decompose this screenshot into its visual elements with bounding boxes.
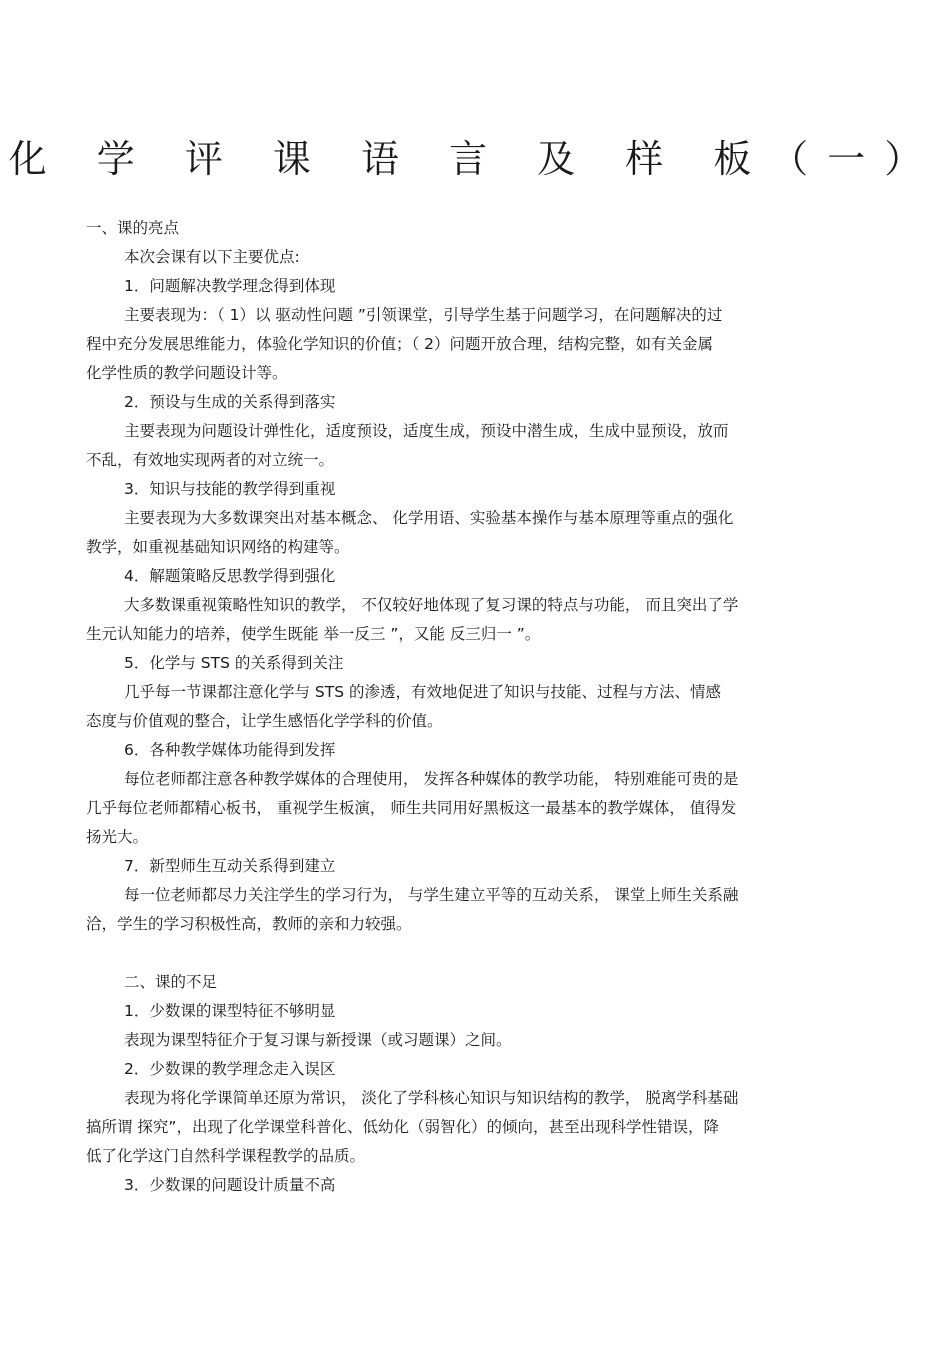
paragraph-line: 主要表现为大多数课突出对基本概念、 化学用语、实验基本操作与基本原理等重点的强化 (124, 509, 734, 527)
paragraph-line: 化学性质的教学问题设计等。 (86, 364, 288, 382)
paragraph-line: 态度与价值观的整合，让学生感悟化学学科的价值。 (86, 712, 443, 730)
item-heading: 2．预设与生成的关系得到落实 (124, 393, 336, 411)
item-heading: 1．少数课的课型特征不够明显 (124, 1002, 336, 1020)
section-heading: 一、课的亮点 (86, 219, 180, 237)
paragraph-line: 本次会课有以下主要优点: (124, 248, 300, 266)
item-heading: 6．各种教学媒体功能得到发挥 (124, 741, 336, 759)
item-heading: 2．少数课的教学理念走入误区 (124, 1060, 336, 1078)
paragraph-line: 几乎每一节课都注意化学与 STS 的渗透，有效地促进了知识与技能、过程与方法、情感 (124, 683, 722, 701)
paragraph-line: 扬光大。 (86, 828, 149, 846)
paragraph-line: 搞所谓 探究”，出现了化学课堂科普化、低幼化（弱智化）的倾向，甚至出现科学性错误，降 (86, 1118, 719, 1136)
paragraph-line: 大多数课重视策略性知识的教学， 不仅较好地体现了复习课的特点与功能， 而且突出了学 (124, 596, 739, 614)
paragraph-line: 主要表现为：（ 1）以 驱动性问题 ”引领课堂，引导学生基于问题学习，在问题解决的过 (124, 306, 723, 324)
section-heading: 二、课的不足 (124, 973, 218, 991)
paragraph-line: 几乎每位老师都精心板书， 重视学生板演， 师生共同用好黑板这一最基本的教学媒体， 值得发 (86, 799, 737, 817)
document-title: 化 学 评 课 语 言 及 样 板（一） (8, 137, 942, 181)
paragraph-line: 每位老师都注意各种教学媒体的合理使用， 发挥各种媒体的教学功能， 特别难能可贵的是 (124, 770, 739, 788)
item-heading: 1．问题解决教学理念得到体现 (124, 277, 336, 295)
item-heading: 4．解题策略反思教学得到强化 (124, 567, 336, 585)
paragraph-line: 不乱，有效地实现两者的对立统一。 (86, 451, 335, 469)
blank-line (86, 939, 866, 968)
item-heading: 7．新型师生互动关系得到建立 (124, 857, 336, 875)
paragraph-line: 每一位老师都尽力关注学生的学习行为， 与学生建立平等的互动关系， 课堂上师生关系融 (124, 886, 739, 904)
paragraph-line: 生元认知能力的培养，使学生既能 举一反三 ”，又能 反三归一 ”。 (86, 625, 541, 643)
document-body (86, 214, 866, 1200)
paragraph-line: 低了化学这门自然科学课程教学的品质。 (86, 1147, 366, 1165)
paragraph-line: 程中充分发展思维能力，体验化学知识的价值；（ 2）问题开放合理，结构完整，如有关金属 (86, 335, 714, 353)
paragraph-line: 表现为课型特征介于复习课与新授课（或习题课）之间。 (124, 1031, 512, 1049)
paragraph-line: 主要表现为问题设计弹性化，适度预设，适度生成，预设中潜生成，生成中显预设，放而 (124, 422, 729, 440)
item-heading: 3．少数课的问题设计质量不高 (124, 1176, 336, 1194)
paragraph-line: 表现为将化学课简单还原为常识， 淡化了学科核心知识与知识结构的教学， 脱离学科基础 (124, 1089, 739, 1107)
paragraph-line: 洽，学生的学习积极性高，教师的亲和力较强。 (86, 915, 412, 933)
item-heading: 3．知识与技能的教学得到重视 (124, 480, 336, 498)
item-heading: 5．化学与 STS 的关系得到关注 (124, 654, 344, 672)
paragraph-line: 教学，如重视基础知识网络的构建等。 (86, 538, 350, 556)
